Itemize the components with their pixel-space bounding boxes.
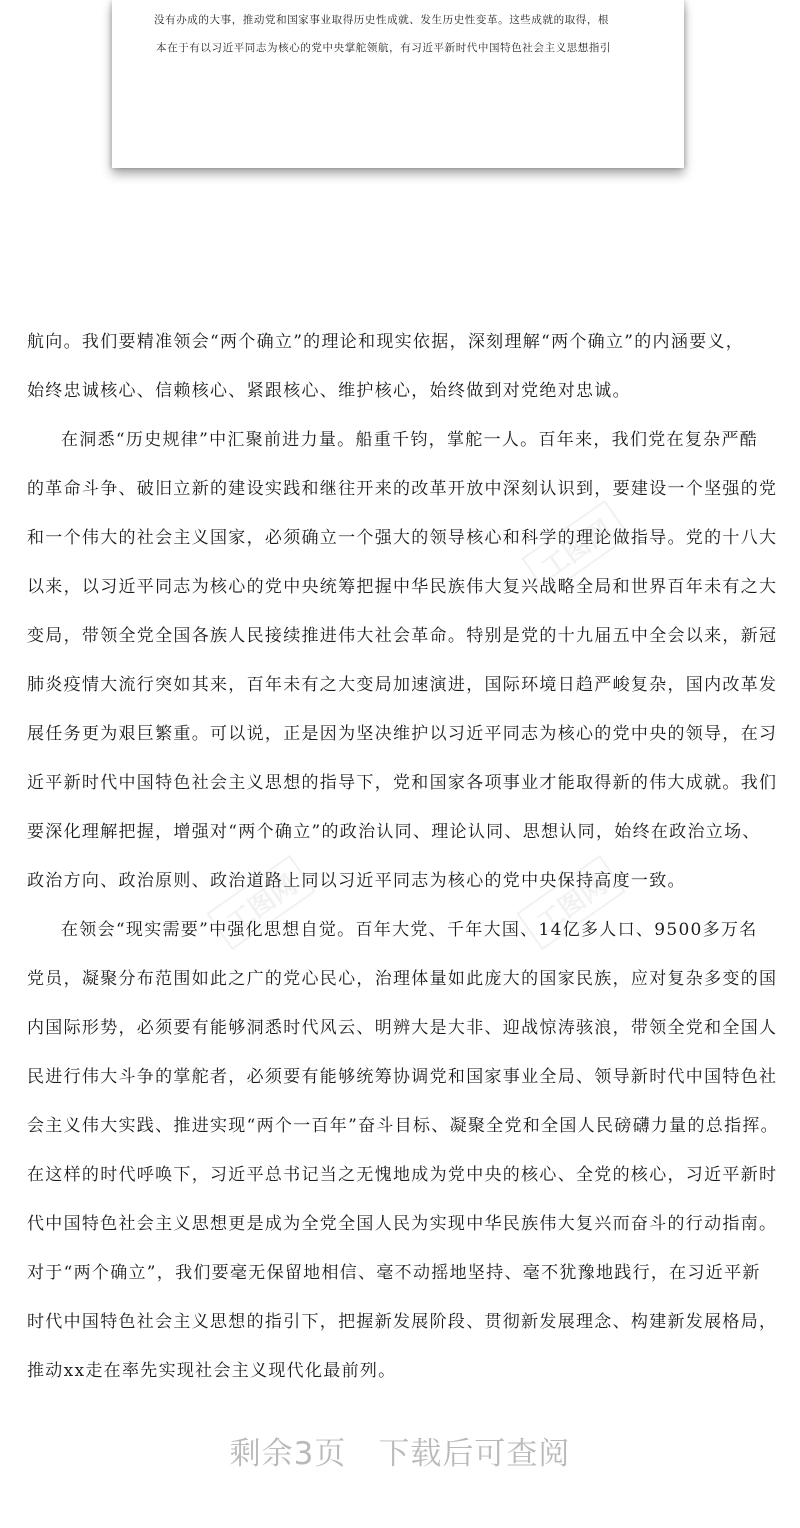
body-line: 展任务更为艰巨繁重。可以说，正是因为坚决维护以习近平同志为核心的党中央的领导，在习 xyxy=(27,724,778,744)
body-line: 和一个伟大的社会主义国家，必须确立一个强大的领导核心和科学的理论做指导。党的十八大 xyxy=(27,528,778,548)
preview-line-1: 没有办成的大事，推动党和国家事业取得历史性成就、发生历史性变革。这些成就的取得，根 xyxy=(154,14,610,26)
body-line: 始终忠诚核心、信赖核心、紧跟核心、维护核心，始终做到对党绝对忠诚。 xyxy=(27,381,631,401)
document-preview-card xyxy=(112,0,684,168)
download-to-view-label: 下载后可查阅 xyxy=(378,1436,571,1472)
body-line: 会主义伟大实践、推进实现“两个一百年”奋斗目标、凝聚全党和全国人民磅礴力量的总指挥。 xyxy=(27,1116,779,1136)
body-line: 政治方向、政治原则、政治道路上同以习近平同志为核心的党中央保持高度一致。 xyxy=(27,871,686,891)
body-line: 要深化理解把握，增强对“两个确立”的政治认同、理论认同、思想认同，始终在政治立场、 xyxy=(27,822,761,842)
paragraph-heading-line: 在领会“现实需要”中强化思想自觉。百年大党、千年大国、14亿多人口、9500多万名 xyxy=(61,920,758,940)
body-line: 内国际形势，必须要有能够洞悉时代风云、明辨大是大非、迎战惊涛骇浪，带领全党和全国人 xyxy=(27,1018,778,1038)
body-line: 时代中国特色社会主义思想的指引下，把握新发展阶段、贯彻新发展理念、构建新发展格局， xyxy=(27,1312,778,1332)
body-line: 的革命斗争、破旧立新的建设实践和继往开来的改革开放中深刻认识到，要建设一个坚强的党 xyxy=(27,479,778,499)
body-line: 党员，凝聚分布范围如此之广的党心民心，治理体量如此庞大的国家民族，应对复杂多变的国 xyxy=(27,969,778,989)
body-line: 推动xx走在率先实现社会主义现代化最前列。 xyxy=(27,1361,397,1381)
watermark-mark: 工图网 xyxy=(521,500,630,595)
download-prompt[interactable] xyxy=(0,1428,800,1473)
body-line: 民进行伟大斗争的掌舵者，必须要有能够统筹协调党和国家事业全局、领导新时代中国特色社 xyxy=(27,1067,778,1087)
watermark-mark: 工图网 xyxy=(206,855,315,950)
watermark-mark: 工图网 xyxy=(516,855,625,950)
body-line: 在这样的时代呼唤下，习近平总书记当之无愧地成为党中央的核心、全党的核心，习近平新时 xyxy=(27,1165,778,1185)
body-line: 以来，以习近平同志为核心的党中央统筹把握中华民族伟大复兴战略全局和世界百年未有之大 xyxy=(27,577,778,597)
body-line: 代中国特色社会主义思想更是成为全党全国人民为实现中华民族伟大复兴而奋斗的行动指南。 xyxy=(27,1214,778,1234)
remaining-pages-label: 剩余3页 xyxy=(229,1436,347,1472)
body-line: 肺炎疫情大流行突如其来，百年未有之大变局加速演进，国际环境日趋严峻复杂，国内改革发 xyxy=(27,675,778,695)
preview-line-2: 本在于有以习近平同志为核心的党中央掌舵领航，有习近平新时代中国特色社会主义思想指引 xyxy=(156,42,612,54)
body-line: 近平新时代中国特色社会主义思想的指导下，党和国家各项事业才能取得新的伟大成就。我们 xyxy=(27,773,778,793)
paragraph-heading-line: 在洞悉“历史规律”中汇聚前进力量。船重千钧，掌舵一人。百年来，我们党在复杂严酷 xyxy=(61,430,759,450)
body-line: 航向。我们要精准领会“两个确立”的理论和现实依据，深刻理解“两个确立”的内涵要义， xyxy=(27,332,745,352)
body-line: 对于“两个确立”，我们要毫无保留地相信、毫不动摇地坚持、毫不犹豫地践行，在习近平新 xyxy=(27,1263,761,1283)
body-line: 变局，带领全党全国各族人民接续推进伟大社会革命。特别是党的十九届五中全会以来，新冠 xyxy=(27,626,778,646)
